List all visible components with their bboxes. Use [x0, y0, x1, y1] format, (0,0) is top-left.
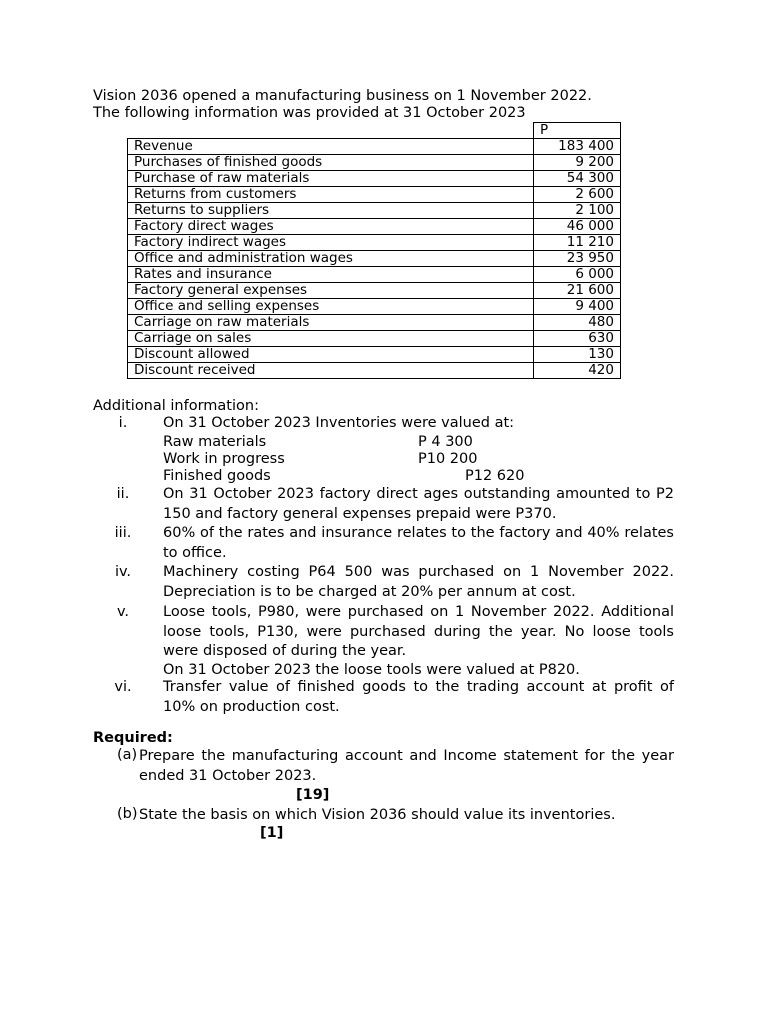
table-row — [128, 283, 621, 299]
account-value-cell: 46 000 — [534, 219, 621, 235]
table-row — [128, 251, 621, 267]
table-row — [128, 219, 621, 235]
account-name-cell: Returns to suppliers — [128, 203, 534, 219]
account-name-cell: Carriage on raw materials — [128, 315, 534, 331]
item-number-iv: iv. — [114, 564, 132, 580]
required-heading: Required: — [93, 730, 173, 746]
account-name-cell: Purchases of finished goods — [128, 155, 534, 171]
account-name-cell: Revenue — [128, 139, 534, 155]
item-number-v: v. — [116, 604, 130, 620]
table-row — [128, 363, 621, 379]
account-name-cell: Office and administration wages — [128, 251, 534, 267]
table-row — [128, 267, 621, 283]
account-value-cell: 6 000 — [534, 267, 621, 283]
item-text-vi: Transfer value of finished goods to the trading account at profit of 10% on production cost. — [163, 679, 674, 715]
accounts-table — [127, 122, 621, 379]
inventory-label-raw: Raw materials — [163, 434, 267, 450]
account-value-cell: 130 — [534, 347, 621, 363]
table-row — [128, 155, 621, 171]
account-value-cell: 54 300 — [534, 171, 621, 187]
account-name-cell: Office and selling expenses — [128, 299, 534, 315]
table-row — [128, 315, 621, 331]
item-text-v: Loose tools, P980, were purchased on 1 November 2022. Additional loose tools, P130, were purchased during the year. No loose tools were disposed of during the year. — [163, 604, 674, 659]
account-value-cell: 23 950 — [534, 251, 621, 267]
table-row — [128, 235, 621, 251]
inventory-value-wip: P10 200 — [418, 451, 478, 467]
account-name-cell: Discount received — [128, 363, 534, 379]
item-text-v-continued: On 31 October 2023 the loose tools were valued at P820. — [163, 662, 580, 678]
account-value-cell: 630 — [534, 331, 621, 347]
account-name-cell: Factory indirect wages — [128, 235, 534, 251]
account-name-cell: Discount allowed — [128, 347, 534, 363]
account-name-cell: Rates and insurance — [128, 267, 534, 283]
item-text-iv: Machinery costing P64 500 was purchased on 1 November 2022. Depreciation is to be charged at 20% per annum at cost. — [163, 564, 674, 600]
account-name-cell: Returns from customers — [128, 187, 534, 203]
question-a-text: Prepare the manufacturing account and Income statement for the year ended 31 October 2023. — [139, 748, 674, 784]
account-value-cell: 183 400 — [534, 139, 621, 155]
item-number-iii: iii. — [114, 525, 132, 541]
account-value-cell: 9 400 — [534, 299, 621, 315]
table-row — [128, 299, 621, 315]
question-a-marks: [19] — [296, 787, 330, 803]
item-number-vi: vi. — [114, 679, 132, 695]
table-row — [128, 139, 621, 155]
account-name-cell: Factory general expenses — [128, 283, 534, 299]
account-value-cell: 2 100 — [534, 203, 621, 219]
item-text-i: On 31 October 2023 Inventories were valued at: — [163, 415, 515, 431]
account-name-cell: Carriage on sales — [128, 331, 534, 347]
item-text-iii: 60% of the rates and insurance relates to the factory and 40% relates to office. — [163, 525, 674, 561]
question-a-label: (a) — [117, 747, 138, 763]
table-row — [128, 171, 621, 187]
item-number-ii: ii. — [116, 486, 130, 502]
account-value-cell: 480 — [534, 315, 621, 331]
currency-unit-header: P — [534, 123, 621, 139]
question-b-label: (b) — [117, 806, 138, 822]
item-text-ii: On 31 October 2023 factory direct ages outstanding amounted to P2 150 and factory general expenses prepaid were P370. — [163, 486, 674, 522]
table-row — [128, 347, 621, 363]
account-name-cell: Purchase of raw materials — [128, 171, 534, 187]
inventory-value-raw: P 4 300 — [418, 434, 473, 450]
table-row — [128, 331, 621, 347]
intro-line-1: Vision 2036 opened a manufacturing business on 1 November 2022. — [93, 88, 592, 104]
account-value-cell: 21 600 — [534, 283, 621, 299]
intro-line-2: The following information was provided at 31 October 2023 — [93, 105, 526, 121]
table-header-row — [128, 123, 621, 139]
question-b-marks: [1] — [260, 825, 284, 841]
account-value-cell: 9 200 — [534, 155, 621, 171]
account-value-cell: 11 210 — [534, 235, 621, 251]
additional-info-heading: Additional information: — [93, 398, 259, 414]
account-value-cell: 420 — [534, 363, 621, 379]
inventory-label-wip: Work in progress — [163, 451, 285, 467]
table-row — [128, 203, 621, 219]
table-row — [128, 187, 621, 203]
accounts-table-body — [128, 139, 621, 379]
item-number-i: i. — [118, 415, 128, 431]
account-name-cell: Factory direct wages — [128, 219, 534, 235]
inventory-value-finished: P12 620 — [465, 468, 525, 484]
inventory-label-finished: Finished goods — [163, 468, 271, 484]
header-blank-cell — [128, 123, 534, 139]
account-value-cell: 2 600 — [534, 187, 621, 203]
question-b-text: State the basis on which Vision 2036 should value its inventories. — [139, 807, 616, 823]
